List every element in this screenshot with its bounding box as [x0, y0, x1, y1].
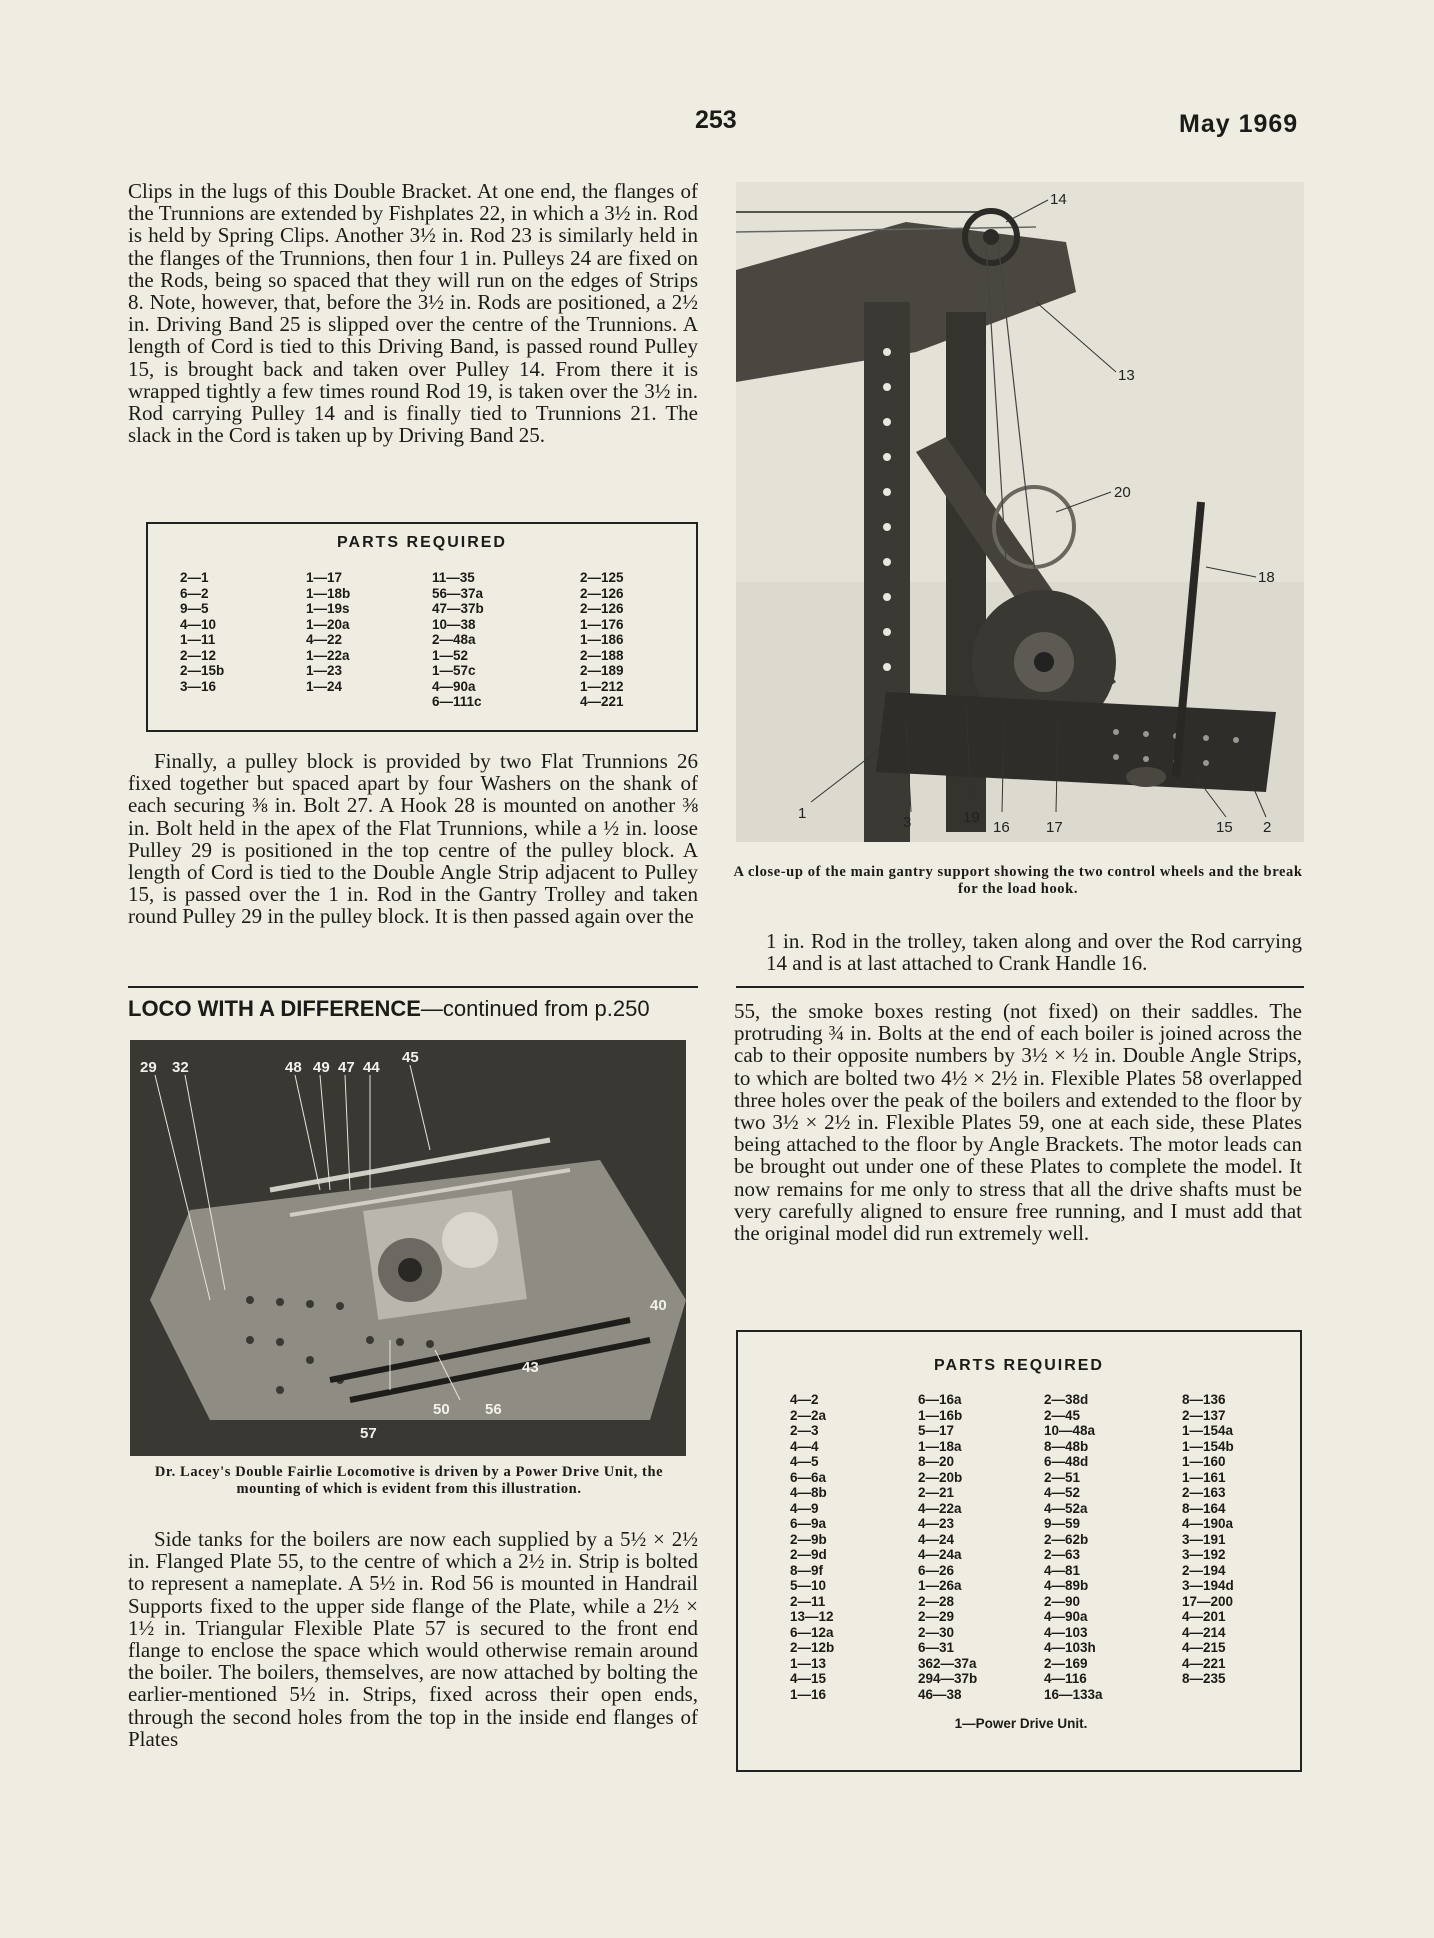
callout-label: 57	[360, 1425, 377, 1442]
parts-entry: 6—48d	[1044, 1454, 1089, 1469]
parts-entry: 4—10	[180, 616, 217, 632]
parts-entry: 2—189	[580, 663, 624, 678]
parts-entry: 1—212	[580, 678, 624, 694]
parts-entry: 2—15b	[180, 663, 225, 678]
parts-entry: 6—6a	[790, 1469, 827, 1485]
parts-entry: 1—26a	[918, 1578, 962, 1593]
parts-column	[790, 1392, 834, 1702]
parts-entry: 8—48b	[1044, 1438, 1089, 1454]
locomotive-photo	[130, 1040, 686, 1456]
parts-entry: 1—18a	[918, 1438, 962, 1454]
parts-entry: 1—20a	[306, 616, 350, 632]
page-number: 253	[695, 106, 737, 134]
parts-entry: 9—59	[1044, 1516, 1081, 1531]
parts-entry: 6—111c	[432, 694, 482, 709]
parts-entry: 2—126	[580, 585, 624, 601]
article-text-continuation	[766, 930, 1302, 974]
callout-label: 44	[363, 1059, 380, 1076]
gantry-photo	[736, 182, 1304, 842]
parts-entry: 362—37a	[918, 1655, 977, 1671]
parts-entry: 4—221	[580, 694, 624, 709]
callout-label: 45	[402, 1049, 419, 1066]
article-text-gantry	[128, 180, 698, 446]
parts-entry: 1—154b	[1182, 1438, 1234, 1454]
callout-label: 13	[1118, 367, 1135, 384]
parts-entry: 2—63	[1044, 1547, 1081, 1562]
parts-entry: 4—81	[1044, 1562, 1081, 1578]
callout-label: 17	[1046, 819, 1063, 836]
parts-entry: 4—215	[1182, 1640, 1226, 1655]
parts-footer: 1—Power Drive Unit.	[954, 1716, 1088, 1731]
parts-entry: 1—19s	[306, 601, 350, 616]
callout-label: 3	[903, 814, 912, 831]
callout-label: 47	[338, 1059, 355, 1076]
parts-entry: 6—16a	[918, 1392, 962, 1407]
parts-entry: 1—57c	[432, 663, 476, 678]
parts-entry: 6—9a	[790, 1516, 827, 1531]
parts-entry: 1—16	[790, 1686, 827, 1702]
parts-entry: 6—12a	[790, 1624, 834, 1640]
headline-continuation: —continued from p.250	[420, 996, 650, 1021]
paragraph: Clips in the lugs of this Double Bracket. At one end, the flanges of the Trunnions are extended by Fishplates 22, in which a 3½ in. Rod is held by Spring Clips. Another 3½ in. Rod 23 is similarly held in the flanges of the Trunnions, then four 1 in. Pulleys 24 are fixed on the Rods, being so spaced that they will run on the edges of Strips 8. Note, however, that, before the 3½ in. Rods are positioned, a 2½ in. Driving Band 25 is slipped over the centre of the Trunnions. A length of Cord is tied to this Driving Band, is passed round Pulley 15, is brought back and taken over Pulley 14. From there it is wrapped tightly a few times round Rod 19, is taken over the 3½ in. Rod carrying Pulley 14 and is finally tied to Trunnions 21. The slack in the Cord is taken up by Driving Band 25.	[128, 179, 698, 448]
callout-label: 15	[1216, 819, 1233, 836]
parts-column	[432, 570, 484, 710]
parts-entry: 2—9b	[790, 1531, 827, 1547]
parts-entry: 2—45	[1044, 1407, 1081, 1423]
parts-entry: 1—176	[580, 616, 624, 632]
parts-entry: 8—164	[1182, 1500, 1226, 1516]
callout-label: 18	[1258, 569, 1275, 586]
parts-entry: 4—103	[1044, 1624, 1088, 1640]
parts-entry: 4—4	[790, 1438, 819, 1454]
parts-column	[580, 570, 624, 710]
callout-label: 14	[1050, 191, 1067, 208]
parts-entry: 2—90	[1044, 1593, 1081, 1609]
parts-entry: 2—125	[580, 570, 624, 585]
parts-entry: 6—2	[180, 585, 209, 601]
parts-entry: 2—126	[580, 601, 624, 616]
parts-entry: 4—103h	[1044, 1640, 1096, 1655]
callout-label: 49	[313, 1059, 330, 1076]
section-divider	[128, 986, 698, 988]
parts-entry: 4—52	[1044, 1485, 1081, 1500]
parts-entry: 3—192	[1182, 1547, 1226, 1562]
parts-column	[1182, 1392, 1234, 1687]
parts-entry: 2—169	[1044, 1655, 1088, 1671]
paragraph: 1 in. Rod in the trolley, taken along and over the Rod carrying 14 and is at last attached to Crank Handle 16.	[766, 929, 1302, 976]
parts-entry: 4—15	[790, 1671, 827, 1686]
parts-entry: 2—3	[790, 1423, 819, 1438]
parts-entry: 11—35	[432, 570, 475, 585]
callout-label: 40	[650, 1297, 667, 1314]
parts-entry: 46—38	[918, 1686, 962, 1702]
callout-label: 2	[1263, 819, 1272, 836]
parts-entry: 4—214	[1182, 1624, 1226, 1640]
parts-entry: 56—37a	[432, 585, 484, 601]
article-text-boilers	[734, 1000, 1302, 1244]
parts-entry: 9—5	[180, 601, 209, 616]
parts-entry: 5—17	[918, 1423, 955, 1438]
article-text-pulley-block	[128, 750, 698, 928]
parts-entry: 2—48a	[432, 632, 476, 647]
callout-label: 43	[522, 1359, 539, 1376]
parts-title: PARTS REQUIRED	[934, 1357, 1104, 1374]
parts-required-table	[146, 522, 698, 732]
parts-entry: 3—16	[180, 678, 217, 694]
parts-entry: 4—24	[918, 1531, 955, 1547]
parts-entry: 4—8b	[790, 1485, 827, 1500]
parts-entry: 47—37b	[432, 601, 484, 616]
parts-entry: 1—11	[180, 632, 216, 647]
parts-entry: 2—51	[1044, 1469, 1081, 1485]
parts-entry: 1—154a	[1182, 1423, 1234, 1438]
parts-entry: 2—9d	[790, 1547, 827, 1562]
parts-entry: 2—21	[918, 1485, 955, 1500]
parts-entry: 2—11	[790, 1593, 826, 1609]
parts-entry: 4—201	[1182, 1609, 1226, 1624]
parts-entry: 4—116	[1044, 1671, 1087, 1686]
parts-entry: 2—188	[580, 647, 624, 663]
parts-entry: 2—2a	[790, 1407, 827, 1423]
article-text-side-tanks	[128, 1528, 698, 1750]
locomotive-caption: Dr. Lacey's Double Fairlie Locomotive is driven by a Power Drive Unit, the mounting of which is evident from this illustration.	[154, 1464, 664, 1497]
parts-entry: 2—12	[180, 647, 217, 663]
parts-entry: 2—12b	[790, 1640, 835, 1655]
gantry-illustration	[736, 182, 1304, 842]
parts-entry: 2—163	[1182, 1485, 1226, 1500]
parts-entry: 1—18b	[306, 585, 351, 601]
parts-entry: 1—22a	[306, 647, 350, 663]
parts-entry: 4—2	[790, 1392, 819, 1407]
parts-required-table	[736, 1330, 1302, 1772]
parts-column	[1044, 1392, 1103, 1702]
parts-entry: 4—221	[1182, 1655, 1226, 1671]
callout-label: 20	[1114, 484, 1131, 501]
section-headline	[128, 996, 708, 1022]
parts-entry: 4—9	[790, 1500, 819, 1516]
parts-entry: 2—30	[918, 1624, 955, 1640]
parts-entry: 8—136	[1182, 1392, 1226, 1407]
parts-entry: 10—48a	[1044, 1423, 1096, 1438]
section-divider	[736, 986, 1304, 988]
parts-entry: 1—52	[432, 647, 469, 663]
parts-entry: 4—22a	[918, 1500, 962, 1516]
parts-column	[306, 570, 350, 694]
callout-label: 50	[433, 1401, 450, 1418]
parts-entry: 4—5	[790, 1454, 819, 1469]
parts-entry: 3—194d	[1182, 1578, 1234, 1593]
parts-entry: 6—31	[918, 1640, 955, 1655]
locomotive-illustration	[130, 1040, 686, 1456]
parts-entry: 1—161	[1182, 1469, 1226, 1485]
parts-entry: 1—160	[1182, 1454, 1226, 1469]
parts-title: PARTS REQUIRED	[337, 534, 507, 551]
parts-entry: 3—191	[1182, 1531, 1226, 1547]
parts-entry: 4—89b	[1044, 1578, 1089, 1593]
parts-entry: 2—194	[1182, 1562, 1226, 1578]
parts-entry: 1—23	[306, 663, 343, 678]
headline-title: LOCO WITH A DIFFERENCE	[128, 996, 421, 1021]
parts-entry: 6—26	[918, 1562, 955, 1578]
parts-column	[918, 1392, 977, 1702]
callout-label: 19	[963, 809, 980, 826]
parts-entry: 8—9f	[790, 1562, 824, 1578]
parts-entry: 16—133a	[1044, 1686, 1103, 1702]
parts-entry: 4—52a	[1044, 1500, 1088, 1516]
parts-entry: 4—90a	[1044, 1609, 1088, 1624]
callout-label: 16	[993, 819, 1010, 836]
parts-entry: 5—10	[790, 1578, 827, 1593]
parts-entry: 4—190a	[1182, 1516, 1234, 1531]
parts-entry: 1—17	[306, 570, 343, 585]
parts-entry: 2—1	[180, 570, 209, 585]
parts-entry: 17—200	[1182, 1593, 1234, 1609]
parts-entry: 1—24	[306, 678, 343, 694]
parts-entry: 2—29	[918, 1609, 955, 1624]
parts-entry: 2—62b	[1044, 1531, 1089, 1547]
callout-label: 1	[798, 805, 807, 822]
parts-entry: 10—38	[432, 616, 476, 632]
callout-label: 32	[172, 1059, 189, 1076]
paragraph: Side tanks for the boilers are now each supplied by a 5½ × 2½ in. Flanged Plate 55, to the centre of which a 2½ in. Strip is bolted to represent a nameplate. A 5½ in. Rod 56 is mounted in Handrail Supports fixed to the upper side flange of the Plate, while a 2½ × 1½ in. Triangular Flexible Plate 57 is secured to the front end flange to enclose the space which would otherwise remain around the boiler. The boilers, themselves, are now attached by bolting the earlier-mentioned 5½ in. Strips, fixed across their open ends, through the second holes from the top in the inside end flanges of Plates	[128, 1527, 698, 1751]
callout-label: 56	[485, 1401, 502, 1418]
parts-column	[180, 570, 224, 694]
parts-entry: 4—23	[918, 1516, 955, 1531]
parts-entry: 4—90a	[432, 678, 476, 694]
gantry-caption: A close-up of the main gantry support showing the two control wheels and the break for the load hook.	[733, 864, 1303, 897]
parts-entry: 1—13	[790, 1655, 827, 1671]
callout-label: 29	[140, 1059, 157, 1076]
parts-entry: 4—22	[306, 632, 343, 647]
parts-entry: 2—20b	[918, 1469, 963, 1485]
callout-label: 48	[285, 1059, 302, 1076]
parts-entry: 2—38d	[1044, 1392, 1089, 1407]
parts-entry: 13—12	[790, 1609, 834, 1624]
parts-entry: 4—24a	[918, 1547, 962, 1562]
parts-entry: 2—28	[918, 1593, 955, 1609]
parts-entry: 1—16b	[918, 1407, 963, 1423]
parts-entry: 1—186	[580, 632, 624, 647]
parts-entry: 8—235	[1182, 1671, 1226, 1686]
issue-date: May 1969	[1179, 110, 1299, 138]
paragraph: Finally, a pulley block is provided by two Flat Trunnions 26 fixed together but spaced apart by four Washers on the shank of each securing ⅜ in. Bolt 27. A Hook 28 is mounted on another ⅜ in. Bolt held in the apex of the Flat Trunnions, while a ½ in. loose Pulley 29 is positioned in the top centre of the pulley block. A length of Cord is tied to the Double Angle Strip adjacent to Pulley 15, is passed over the 1 in. Rod in the Gantry Trolley and taken round Pulley 29 in the pulley block. It is then passed again over the	[128, 749, 698, 929]
parts-entry: 8—20	[918, 1454, 955, 1469]
paragraph: 55, the smoke boxes resting (not fixed) on their saddles. The protruding ¾ in. Bolts at the end of each boiler is joined across the cab to their opposite numbers by 3½ × ½ in. Double Angle Strips, to which are bolted two 4½ × 2½ in. Flexible Plates 58 overlapped three holes over the peak of the boilers and extended to the floor by two 3½ × 2½ in. Flexible Plates 59, one at each side, these Plates being attached to the floor by Angle Brackets. The motor leads can be brought out under one of these Plates to complete the model. It now remains for me only to stress that all the drive shafts must be very carefully aligned to ensure free running, and I must add that the original model did run extremely well.	[734, 999, 1302, 1246]
parts-entry: 2—137	[1182, 1407, 1226, 1423]
parts-entry: 294—37b	[918, 1671, 978, 1686]
